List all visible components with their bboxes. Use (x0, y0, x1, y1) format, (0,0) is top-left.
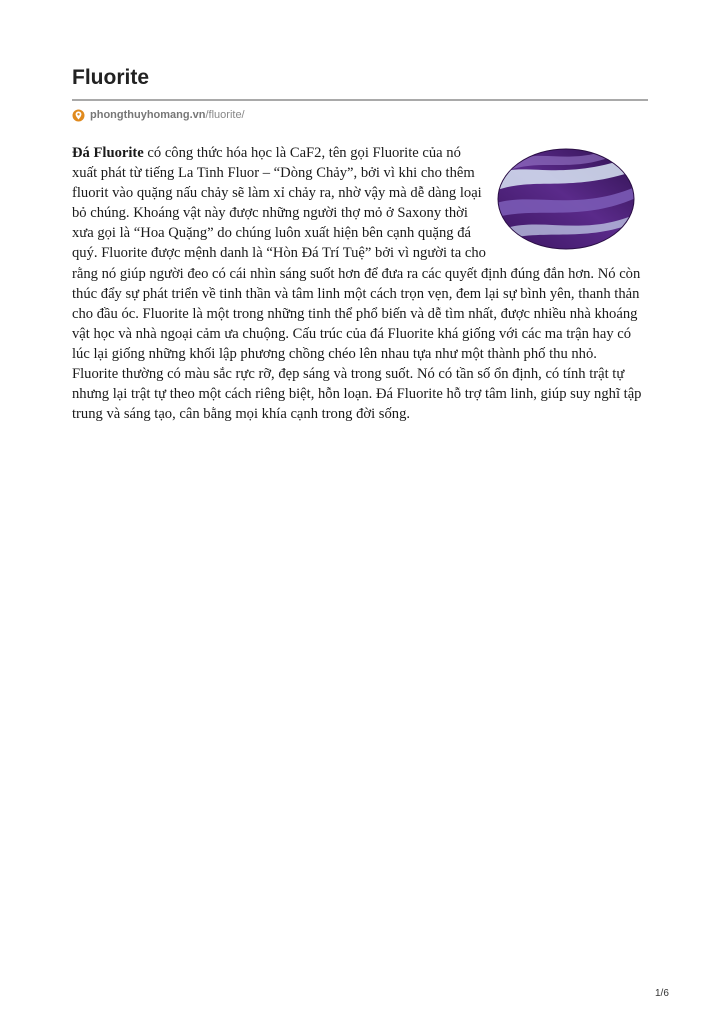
source-domain: phongthuyhomang.vn (90, 109, 206, 121)
page-title: Fluorite (72, 66, 149, 89)
fluorite-stone-image (496, 147, 646, 252)
article-body (72, 143, 646, 424)
paragraph-text: có công thức hóa học là CaF2, tên gọi Fluorite của nó xuất phát từ tiếng La Tinh Fluor – “Dòng Chảy”, bởi vì khi cho thêm fluorit vào quặng nấu chảy sẽ làm xỉ chảy ra, nhờ vậy mà dễ dàng loại bỏ chúng. Khoáng vật này được những người thợ mỏ ở Saxony thời xưa gọi là “Hoa Quặng” do chúng luôn xuất hiện bên cạnh quặng đá quý. Fluorite được mệnh danh là “Hòn Đá Trí Tuệ” bởi vì người ta cho rằng nó giúp người đeo có cái nhìn sáng suốt hơn để đưa ra các quyết định đúng đắn hơn. Nó còn thúc đẩy sự phát triển về tinh thần và tâm linh một cách trọn vẹn, đem lại sự bình yên, thanh thản cho đầu óc. Fluorite là một trong những tinh thể phổ biến và dễ tìm nhất, được nhiều nhà khoáng vật học và nhà ngoại cảm ưa chuộng. Cấu trúc của đá Fluorite khá giống với các ma trận hay có lúc lại giống những khối lập phương chồng chéo lên nhau tựa như một thành phố thu nhỏ. Fluorite thường có màu sắc rực rỡ, đẹp sáng và trong suốt. Nó có tần số ổn định, có tính trật tự nhưng lại trật tự theo một cách riêng biệt, hỗn loạn. Đá Fluorite hỗ trợ tâm linh, giúp suy nghĩ tập trung và sáng tạo, cân bằng mọi khía cạnh trong đời sống. (72, 145, 642, 423)
lead-term: Đá Fluorite (72, 145, 144, 161)
page-number: 1/6 (655, 988, 669, 999)
title-divider (72, 99, 648, 101)
source-link[interactable] (72, 107, 245, 123)
source-path: /fluorite/ (205, 109, 245, 121)
location-pin-icon (72, 109, 85, 122)
